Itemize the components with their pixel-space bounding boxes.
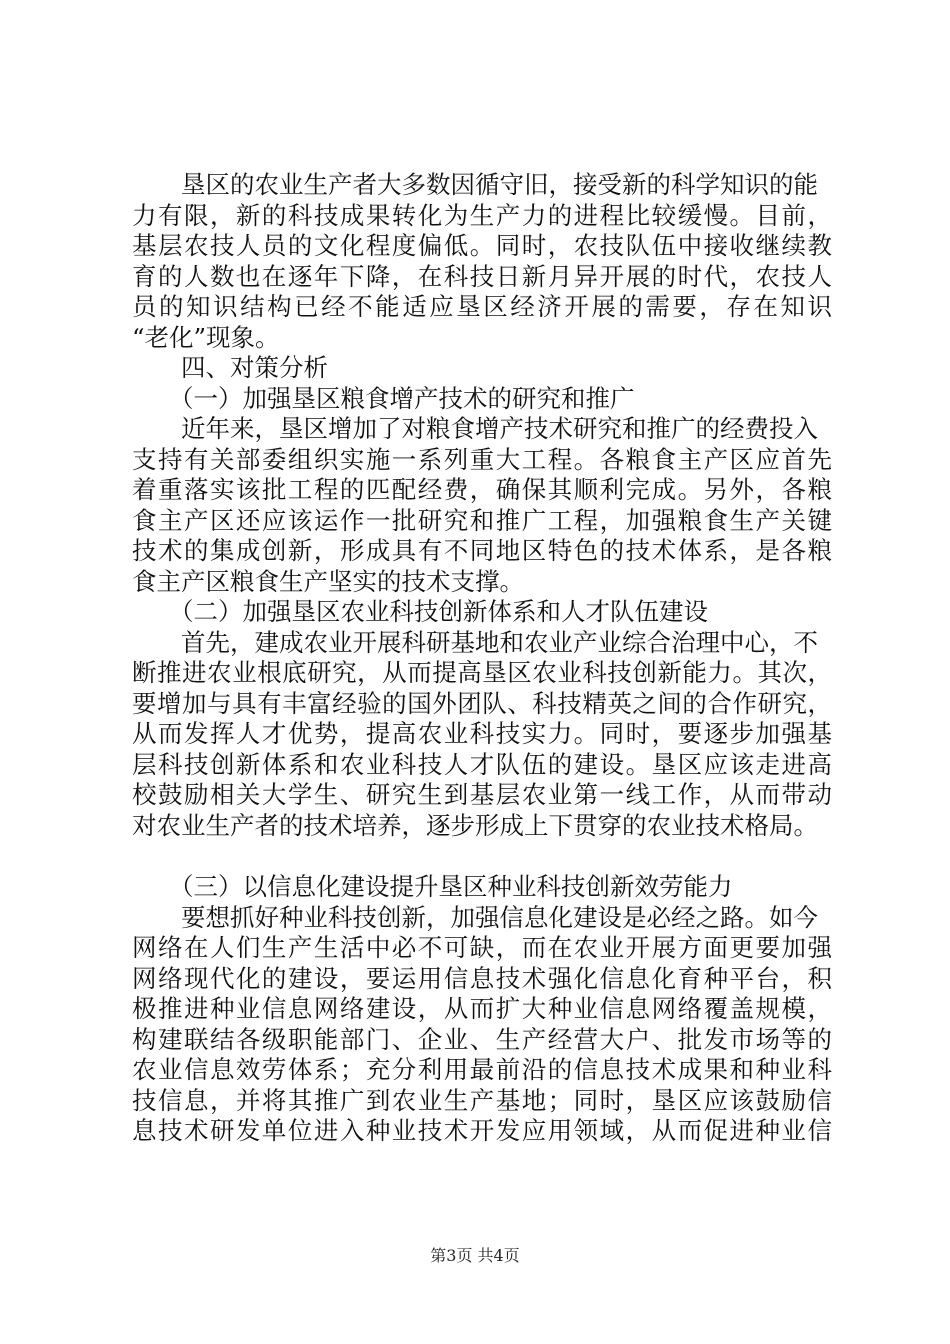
paragraph-line: 支持有关部委组织实施一系列重大工程。各粮食主产区应首先 <box>132 444 832 474</box>
paragraph-line: 网络在人们生产生活中必不可缺，而在农业开展方面更要加强 <box>132 933 832 962</box>
paragraph-line: 食主产区还应该运作一批研究和推广工程，加强粮食生产关键 <box>132 505 832 535</box>
paragraph-line: “老化”现象。 <box>132 322 280 352</box>
subsection-heading: （三）以信息化建设提升垦区种业科技创新效劳能力 <box>169 872 733 901</box>
document-body <box>132 170 832 1147</box>
paragraph-line: 极推进种业信息网络建设，从而扩大种业信息网络覆盖规模， <box>132 994 832 1023</box>
paragraph-line: 基层农技人员的文化程度偏低。同时，农技队伍中接收继续教 <box>132 231 832 260</box>
paragraph-line: 技术的集成创新，形成具有不同地区特色的技术体系，是各粮 <box>132 536 832 565</box>
subsection-heading: （二）加强垦区农业科技创新体系和人才队伍建设 <box>169 597 708 626</box>
subsection-heading: （一）加强垦区粮食增产技术的研究和推广 <box>169 383 635 413</box>
paragraph-line: 员的知识结构已经不能适应垦区经济开展的需要，存在知识 <box>132 292 832 321</box>
paragraph-line: 着重落实该批工程的匹配经费，确保其顺利完成。另外，各粮 <box>132 475 832 504</box>
paragraph-line: 构建联结各级职能部门、企业、生产经营大户、批发市场等的 <box>132 1024 832 1054</box>
paragraph-line: 对农业生产者的技术培养，逐步形成上下贯穿的农业技术格局。 <box>132 810 818 840</box>
paragraph-line: 农业信息效劳体系；充分利用最前沿的信息技术成果和种业科 <box>132 1055 832 1084</box>
paragraph-line: 首先，建成农业开展科研基地和农业产业综合治理中心，不 <box>181 627 818 657</box>
paragraph-line: 力有限，新的科技成果转化为生产力的进程比较缓慢。目前， <box>132 200 832 230</box>
paragraph-line: 层科技创新体系和农业科技人才队伍的建设。垦区应该走进高 <box>132 749 832 779</box>
paragraph-line: 校鼓励相关大学生、研究生到基层农业第一线工作，从而带动 <box>132 780 832 809</box>
paragraph-line: 近年来，垦区增加了对粮食增产技术研究和推广的经费投入 <box>181 414 818 443</box>
paragraph-line: 技信息，并将其推广到农业生产基地；同时，垦区应该鼓励信 <box>132 1085 832 1115</box>
paragraph-gap <box>132 841 832 872</box>
paragraph-line: 育的人数也在逐年下降，在科技日新月异开展的时代，农技人 <box>132 261 832 291</box>
paragraph-line: 要增加与具有丰富经验的国外团队、科技精英之间的合作研究， <box>132 688 832 718</box>
paragraph-line: 断推进农业根底研究，从而提高垦区农业科技创新能力。其次， <box>132 658 832 687</box>
paragraph-line: 垦区的农业生产者大多数因循守旧，接受新的科学知识的能 <box>181 170 818 199</box>
page-number-footer: 第3页 共4页 <box>430 1246 520 1265</box>
paragraph-line: 息技术研发单位进入种业技术开发应用领域，从而促进种业信 <box>132 1116 832 1145</box>
paragraph-line: 网络现代化的建设，要运用信息技术强化信息化育种平台，积 <box>132 963 832 993</box>
section-heading: 四、对策分析 <box>181 353 328 382</box>
paragraph-line: 要想抓好种业科技创新，加强信息化建设是必经之路。如今 <box>181 902 818 932</box>
paragraph-line: 食主产区粮食生产坚实的技术支撑。 <box>132 566 524 596</box>
paragraph-line: 从而发挥人才优势，提高农业科技实力。同时，要逐步加强基 <box>132 719 832 748</box>
